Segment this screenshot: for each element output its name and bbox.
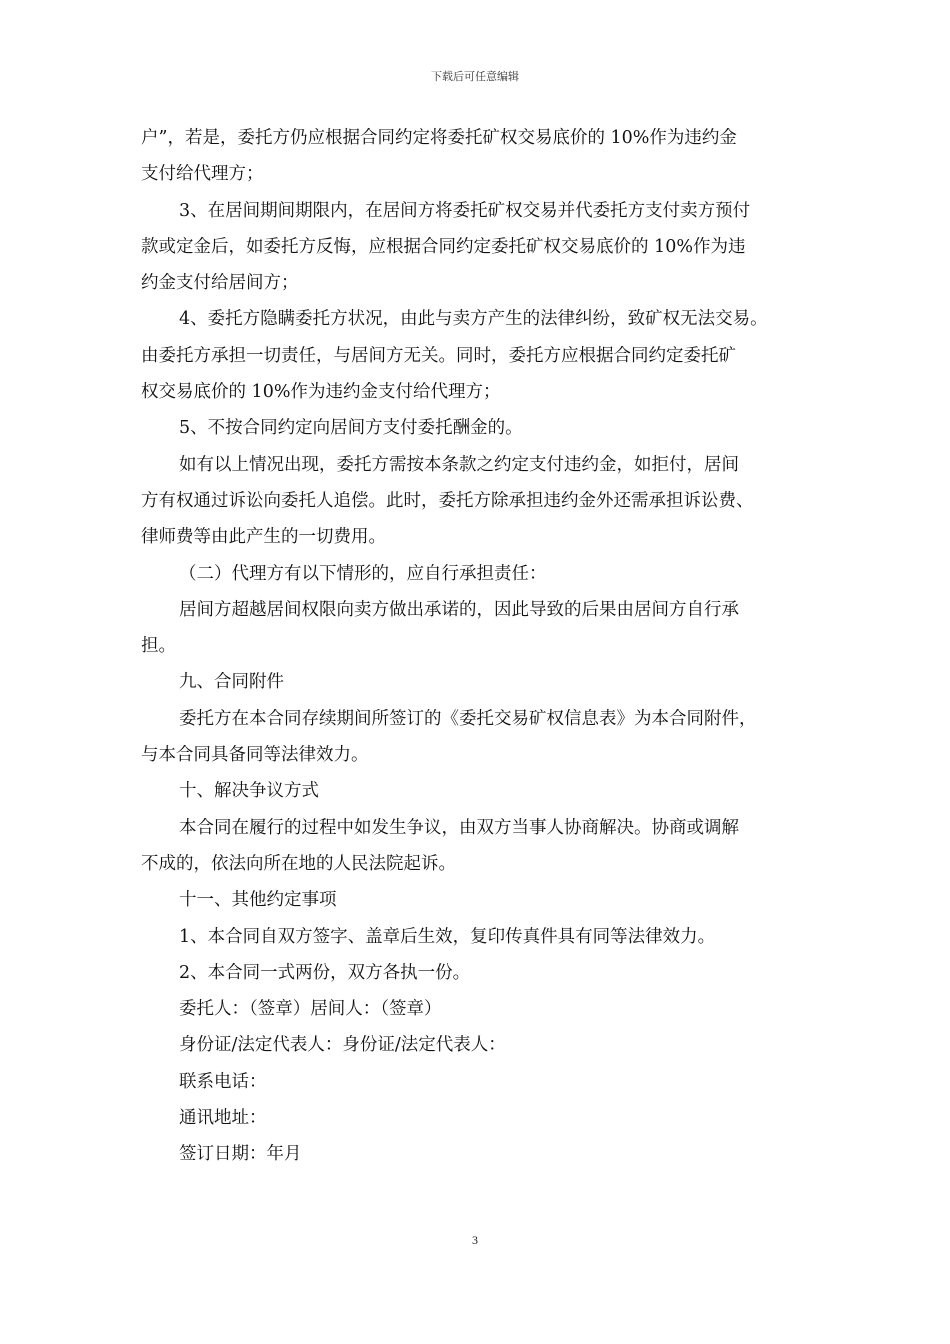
text-line: 如有以上情况出现，委托方需按本条款之约定支付违约金，如拒付，居间 bbox=[179, 454, 739, 475]
page-number: 3 bbox=[472, 1233, 478, 1247]
text-line: 权交易底价的 10%作为违约金支付给代理方； bbox=[141, 382, 501, 403]
text-line: 本合同在履行的过程中如发生争议，由双方当事人协商解决。协商或调解 bbox=[179, 817, 739, 838]
text-line: 委托方在本合同存续期间所签订的《委托交易矿权信息表》为本合同附件， bbox=[179, 708, 757, 729]
signature-line: 委托人：（签章）居间人：（签章） bbox=[179, 999, 442, 1020]
text-line: 5、不按合同约定向居间方支付委托酬金的。 bbox=[179, 418, 523, 439]
text-line: 1、本合同自双方签字、盖章后生效，复印传真件具有同等法律效力。 bbox=[179, 926, 716, 947]
section-heading: 十一、其他约定事项 bbox=[179, 890, 337, 911]
text-line: 4、委托方隐瞒委托方状况，由此与卖方产生的法律纠纷，致矿权无法交易。 bbox=[179, 309, 768, 330]
section-heading: 九、合同附件 bbox=[179, 672, 284, 693]
text-line: 律师费等由此产生的一切费用。 bbox=[141, 527, 386, 548]
text-line: 担。 bbox=[141, 636, 176, 657]
text-line: 约金支付给居间方； bbox=[141, 273, 299, 294]
section-heading: 十、解决争议方式 bbox=[179, 781, 319, 802]
text-line: 2、本合同一式两份，双方各执一份。 bbox=[179, 962, 471, 983]
text-line: 户”，若是，委托方仍应根据合同约定将委托矿权交易底价的 10%作为违约金 bbox=[141, 128, 737, 148]
date-line: 签订日期：年月 bbox=[179, 1144, 302, 1165]
text-line: 支付给代理方； bbox=[141, 164, 264, 185]
text-line: 由委托方承担一切责任，与居间方无关。同时，委托方应根据合同约定委托矿 bbox=[141, 345, 736, 366]
text-line: 3、在居间期间期限内，在居间方将委托矿权交易并代委托方支付卖方预付 bbox=[179, 200, 751, 221]
text-line: 方有权通过诉讼向委托人追偿。此时，委托方除承担违约金外还需承担诉讼费、 bbox=[141, 490, 754, 511]
text-line: 与本合同具备同等法律效力。 bbox=[141, 745, 369, 766]
text-line: 款或定金后，如委托方反悔，应根据合同约定委托矿权交易底价的 10%作为违 bbox=[141, 236, 746, 257]
id-line: 身份证/法定代表人：身份证/法定代表人： bbox=[179, 1035, 506, 1056]
document-body bbox=[141, 120, 811, 1173]
address-line: 通讯地址： bbox=[179, 1108, 267, 1129]
text-line: （二）代理方有以下情形的，应自行承担责任： bbox=[179, 563, 547, 584]
text-line: 居间方超越居间权限向卖方做出承诺的，因此导致的后果由居间方自行承 bbox=[179, 599, 739, 620]
phone-line: 联系电话： bbox=[179, 1071, 267, 1092]
page-header: 下载后可任意编辑 bbox=[431, 70, 519, 83]
text-line: 不成的，依法向所在地的人民法院起诉。 bbox=[141, 853, 456, 874]
